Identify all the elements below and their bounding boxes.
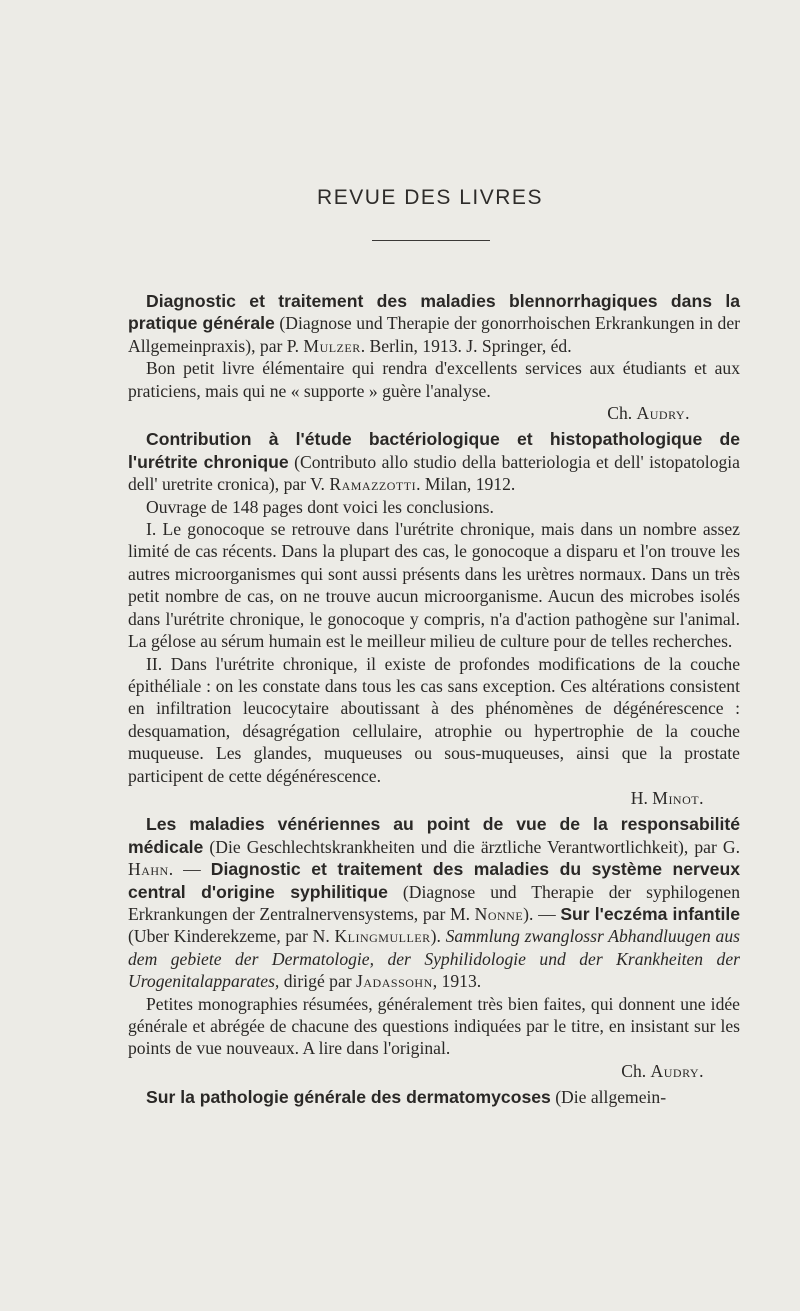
review-2-point-2: II. Dans l'urétrite chronique, il existe de profondes modifications de la couche épithéliale : on les constate dans tous les cas sans exception. Ces altérations consistent en infiltration leucocytaire aboutissant à des phénomènes de dégénérescence : desquamation, désagrégation cellulaire, atrophie ou hypertrophie de la couche muqueuse. Les glandes, muqueuses ou sous-muqueuses, ainsi que la prostate participent de cette dégénérescence. <box>128 653 740 786</box>
review-3-year: , 1913. <box>432 971 482 992</box>
separator: ). <box>430 926 446 947</box>
review-4-title-bold: Sur la pathologie générale des dermatomycoses <box>146 1087 551 1108</box>
review-2-publisher: . Milan, 1912. <box>416 474 516 495</box>
review-3-title2-rest: (Diagnose und Therapie der syphilogenen Erkrankungen der Zentralnervensystems, par M. <box>128 881 740 924</box>
review-2-title <box>128 428 740 495</box>
review-3-series-rest: dirigé par <box>279 971 357 992</box>
review-2-point-1: I. Le gonocoque se retrouve dans l'urétrite chronique, mais dans un nombre assez limité de cas récents. Dans la plupart des cas, le gonocoque a disparu et l'on trouve les autres microorganismes qui sont aussi présents dans les urètres normaux. Dans un très petit nombre de cas, on ne trouve aucun microorganisme. Aucun des microbes isolés dans l'urétrite chronique, le gonocoque y compris, n'a d'action pathogène sur l'animal. La gélose au sérum humain est le meilleur milieu de culture pour de telles recherches. <box>128 519 740 652</box>
review-3-title3-rest: (Uber Kinderekzeme, par N. <box>128 926 335 947</box>
review-1-title <box>128 290 740 357</box>
review-1-body: Bon petit livre élémentaire qui rendra d'excellents services aux étudiants et aux praticiens, mais qui ne « supporte » guère l'analyse. <box>128 358 740 401</box>
review-3-title1-bold: Les maladies vénériennes au point de vue de la responsabilité médicale <box>128 814 740 857</box>
signature-prefix: Ch. <box>621 1060 651 1081</box>
review-3-title2-bold: Diagnostic et traitement des maladies du système nerveux central d'origine syphilitique <box>128 859 740 902</box>
review-2-author: Ramazzotti <box>329 474 417 495</box>
separator: ). — <box>523 903 561 924</box>
review-2-title-rest: (Contributo allo studio della batteriologia et dell' istopatologia dell' uretrite cronica), par V. <box>128 451 740 495</box>
review-2-title-bold: Contribution à l'étude bactériologique et histopathologique de l'urétrite chronique <box>128 429 740 472</box>
review-3-series: Sammlung zwanglossr Abhandluugen aus dem gebiete der Dermatologie, der Syphilidologie und der Krankheiten der Urogenitalapparates, <box>128 926 740 992</box>
signature-prefix: Ch. <box>607 403 637 424</box>
review-2-signature <box>128 787 740 809</box>
review-3-editor: Jadassohn <box>356 971 433 992</box>
signature-prefix: H. <box>630 787 653 808</box>
section-heading: REVUE DES LIVRES <box>317 186 543 209</box>
review-1-title-bold: Diagnostic et traitement des maladies blennorrhagiques dans la pratique générale <box>128 291 740 334</box>
review-3-signature <box>128 1060 740 1082</box>
reviews-column <box>128 290 740 1109</box>
review-3-title3-bold: Sur l'eczéma infantile <box>560 903 741 924</box>
separator: . — <box>168 859 211 880</box>
signature-name: Minot. <box>652 787 704 808</box>
heading-rule <box>372 240 490 241</box>
review-1-signature <box>128 402 740 424</box>
review-3-body: Petites monographies résumées, généralement très bien faites, qui donnent une idée générale et abrégée de chacune des questions indiquées par le titre, en insistant sur les points de vue nouveaux. A lire dans l'original. <box>128 993 740 1059</box>
signature-name: Audry. <box>636 403 690 424</box>
review-4-title-rest: (Die allgemein- <box>550 1087 667 1108</box>
review-3-author1: Hahn <box>128 859 169 880</box>
review-2-intro: Ouvrage de 148 pages dont voici les conclusions. <box>146 496 494 517</box>
signature-name: Audry. <box>650 1060 704 1081</box>
review-3-title1-rest: (Die Geschlechtskrankheiten und die ärztliche Verantwortlichkeit), par G. <box>203 836 740 857</box>
review-4-title <box>128 1086 740 1108</box>
review-1-publisher: . Berlin, 1913. J. Springer, éd. <box>360 335 572 356</box>
review-3-author2: Nonne <box>474 903 524 924</box>
review-1-author: Mulzer <box>303 335 361 356</box>
review-3-author3: Klingmuller <box>334 926 431 947</box>
review-1-title-rest: (Diagnose und Therapie der gonorrhoischen Erkrankungen in der Allgemeinpraxis), par P. <box>128 313 740 356</box>
review-3-title <box>128 813 740 992</box>
